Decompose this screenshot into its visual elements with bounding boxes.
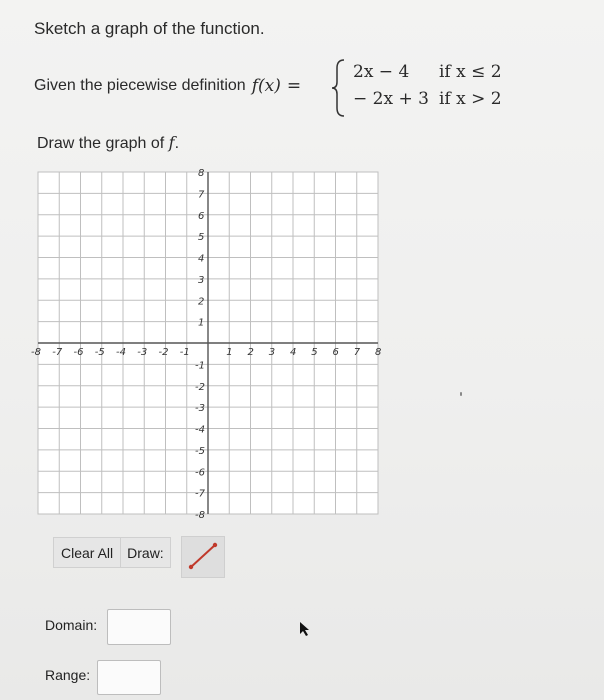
y-tick-label: 6: [198, 210, 205, 222]
piece-expression: 2x − 4: [353, 62, 410, 82]
y-tick-label: 2: [198, 296, 205, 308]
x-tick-label: -5: [94, 347, 105, 358]
y-tick-label: -2: [195, 381, 205, 393]
draw-label: Draw:: [121, 537, 171, 568]
line-tool-button[interactable]: [181, 536, 225, 578]
y-tick-label: 3: [198, 274, 205, 286]
draw-variable: f: [168, 133, 175, 152]
y-tick-label: -1: [195, 360, 205, 372]
x-tick-label: 5: [311, 347, 318, 358]
piece-table: [353, 62, 529, 116]
x-tick-label: 2: [247, 347, 254, 358]
y-tick-label: 1: [198, 317, 205, 329]
x-tick-label: 6: [332, 347, 339, 358]
x-tick-label: -7: [52, 347, 63, 358]
piece-row: [353, 62, 529, 89]
function-name: f(x): [251, 76, 281, 96]
domain-label: Domain:: [45, 617, 98, 633]
x-tick-label: 8: [375, 347, 382, 358]
y-tick-label: 5: [198, 232, 205, 244]
x-tick-label: -3: [137, 347, 148, 358]
stray-mark: [460, 392, 462, 396]
x-tick-label: -1: [179, 347, 190, 358]
given-prefix: Given the piecewise definition: [34, 77, 246, 94]
x-tick-label: 4: [290, 347, 297, 358]
x-tick-label: -8: [31, 347, 41, 358]
clear-all-button[interactable]: Clear All: [53, 537, 121, 568]
y-tick-label: -6: [195, 467, 205, 479]
x-tick-label: 1: [226, 347, 233, 358]
graph-canvas[interactable]: [31, 168, 396, 532]
piece-condition: if x > 2: [439, 89, 502, 109]
y-tick-label: 8: [198, 168, 205, 179]
brace-icon: [330, 58, 348, 118]
piece-condition: if x ≤ 2: [439, 62, 502, 82]
x-tick-label: 3: [268, 347, 276, 358]
draw-instruction: [37, 133, 179, 153]
y-tick-label: -3: [195, 403, 205, 415]
range-label: Range:: [45, 667, 91, 683]
x-tick-label: -4: [116, 347, 126, 358]
question-title: Sketch a graph of the function.: [34, 19, 265, 38]
y-tick-label: -7: [195, 488, 205, 500]
x-tick-label: -2: [158, 347, 169, 358]
line-pencil-icon: [182, 537, 224, 577]
y-tick-label: -5: [195, 445, 205, 457]
x-tick-label: -6: [73, 347, 84, 358]
piecewise-definition: [34, 76, 307, 96]
y-tick-label: 7: [198, 189, 205, 201]
piece-expression: − 2x + 3: [353, 89, 429, 109]
draw-suffix: .: [174, 135, 180, 152]
graph-toolbar: [53, 537, 171, 568]
range-input[interactable]: [97, 660, 161, 695]
y-tick-label: 4: [198, 253, 205, 265]
draw-prefix: Draw the graph of: [37, 135, 165, 152]
x-tick-label: 7: [353, 347, 361, 358]
equals-sign: =: [286, 76, 302, 96]
y-tick-label: -4: [195, 424, 205, 436]
domain-input[interactable]: [107, 609, 171, 645]
mouse-cursor-icon: [298, 621, 312, 637]
y-tick-label: -8: [195, 510, 205, 521]
piece-row: [353, 89, 529, 116]
